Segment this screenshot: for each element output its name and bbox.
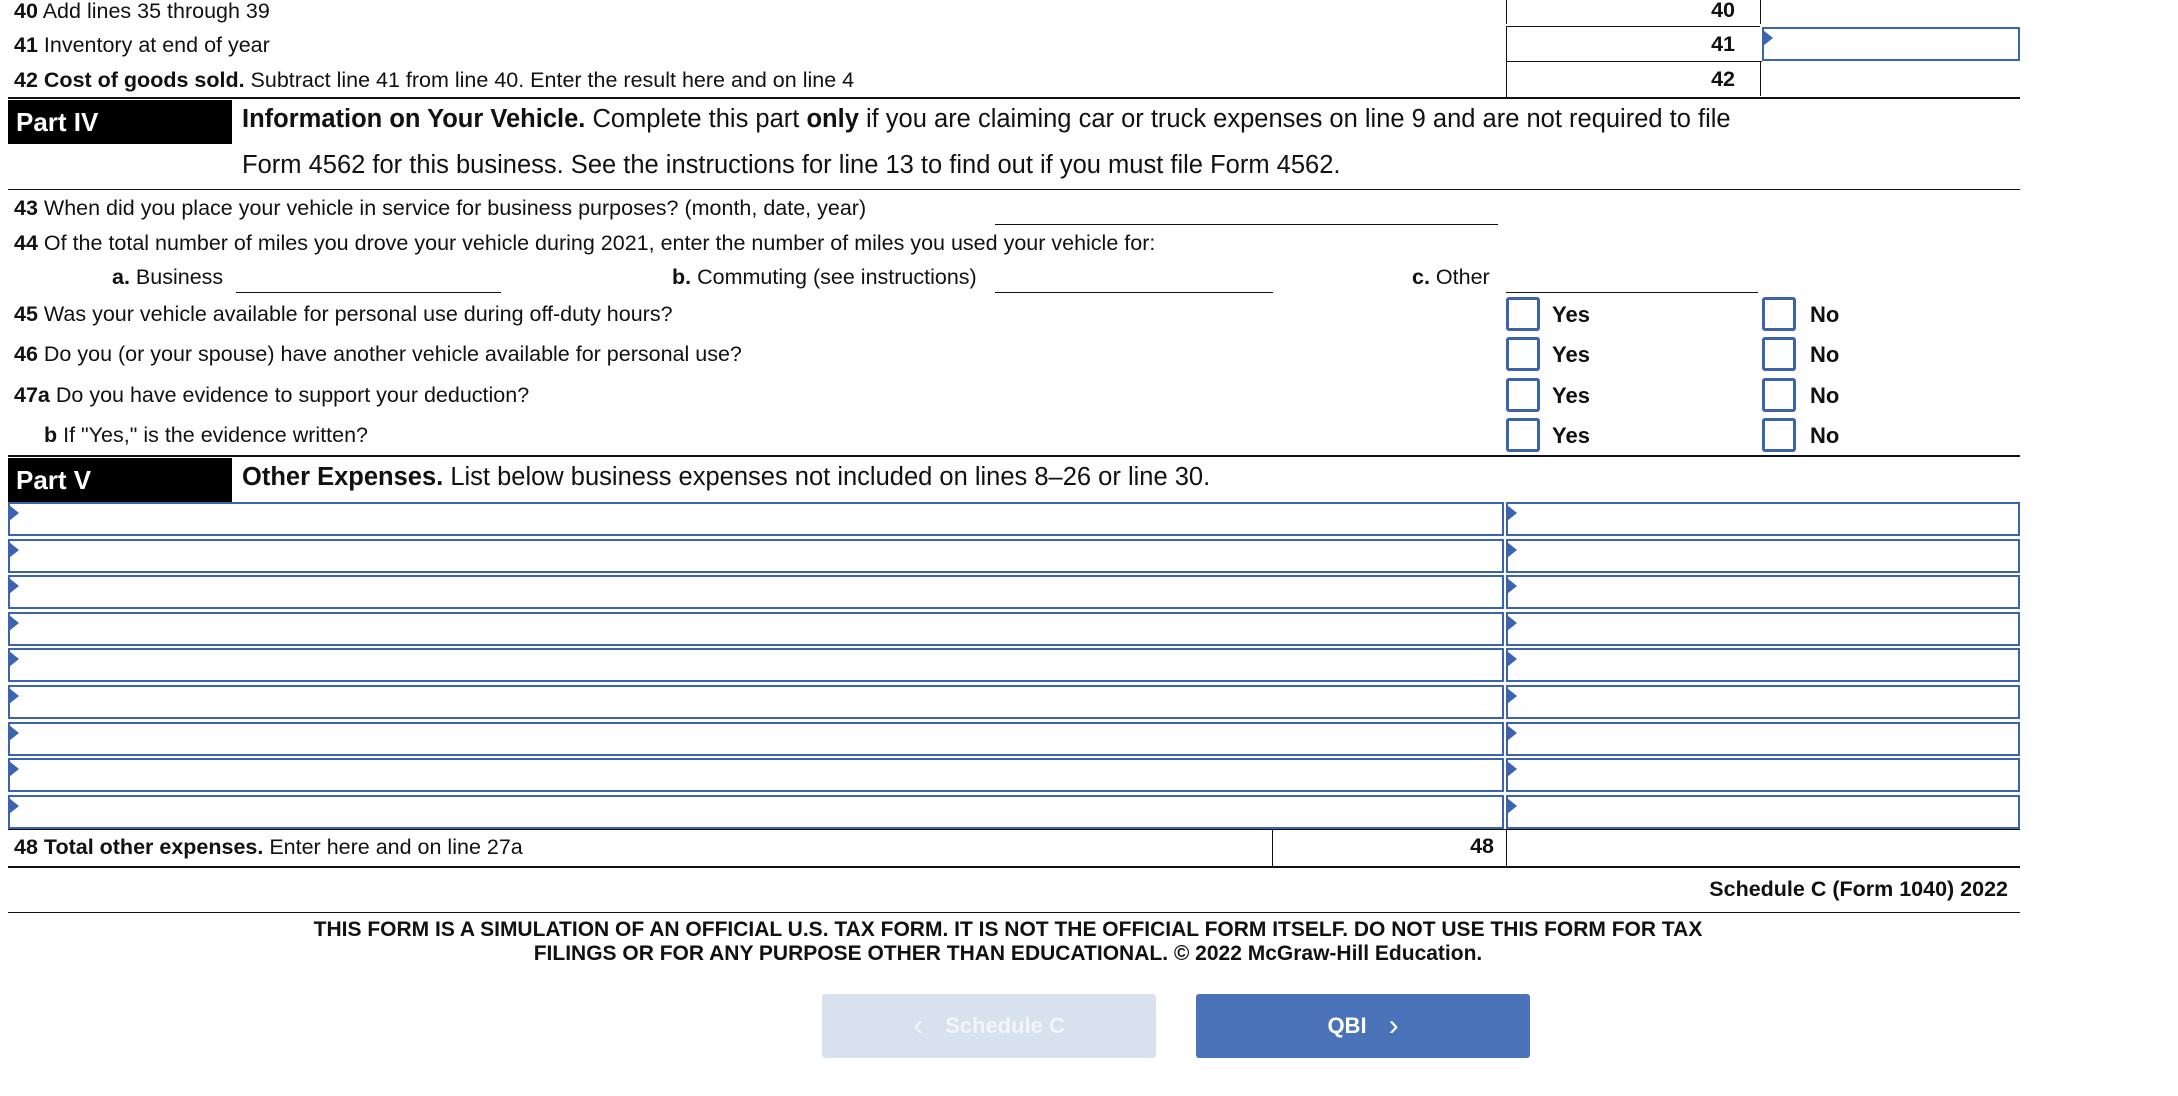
- expense-description-field[interactable]: [8, 795, 1504, 829]
- section-divider: [8, 455, 2020, 457]
- line-48-bold-text: Total other expenses.: [43, 835, 264, 859]
- expense-amount-field[interactable]: [1506, 685, 2020, 719]
- line-44a-business-field[interactable]: [236, 292, 501, 293]
- divider: [1506, 829, 1507, 866]
- field-marker-icon: [1507, 615, 1517, 631]
- expense-description-field[interactable]: [8, 758, 1504, 792]
- question-47a-text: Do you have evidence to support your deduction?: [55, 383, 530, 407]
- question-45-yes-checkbox[interactable]: [1506, 297, 1540, 331]
- line-42-text: Subtract line 41 from line 40. Enter the result here and on line 4: [244, 68, 855, 92]
- part-v-title-text: List below business expenses not included on lines 8–26 or line 30.: [443, 463, 1211, 491]
- expense-description-field[interactable]: [8, 685, 1504, 719]
- part-v-title-bold: Other Expenses.: [242, 463, 444, 491]
- line-42-amount-field[interactable]: [1760, 62, 2020, 96]
- line-44-text: Of the total number of miles you drove your vehicle during 2021, enter the number of miles you used your vehicle for:: [43, 231, 1156, 255]
- question-47a-yes-checkbox[interactable]: [1506, 378, 1540, 412]
- line-44b-text: Commuting (see instructions): [697, 265, 977, 289]
- line-41-text: Inventory at end of year: [43, 33, 270, 57]
- line-41-amount-field[interactable]: [1762, 27, 2020, 61]
- form-name: Schedule C (Form 1040) 2022: [1709, 877, 2008, 901]
- line-42-box-number: 42: [1711, 67, 1735, 91]
- line-44c-label: [1412, 264, 1490, 290]
- line-44c-other-field[interactable]: [1506, 292, 1758, 293]
- disclaimer: [8, 918, 2008, 966]
- previous-schedule-c-button[interactable]: [822, 994, 1156, 1058]
- line-44: [14, 230, 1155, 256]
- question-47b-number: b: [44, 423, 58, 447]
- expense-amount-field[interactable]: [1506, 648, 2020, 682]
- line-48-amount-field[interactable]: [1508, 830, 2020, 865]
- field-marker-icon: [9, 651, 19, 667]
- field-marker-icon: [9, 578, 19, 594]
- next-button-label: QBI: [1327, 1013, 1367, 1038]
- divider: [8, 912, 2020, 913]
- question-47b-no-checkbox[interactable]: [1762, 418, 1796, 452]
- section-divider: [8, 866, 2020, 868]
- expense-amount-field[interactable]: [1506, 758, 2020, 792]
- question-45-no-label: No: [1810, 302, 1840, 327]
- question-47b-yes-label: Yes: [1552, 423, 1590, 448]
- line-43-text: When did you place your vehicle in service for business purposes? (month, date, year): [43, 196, 867, 220]
- line-44b-label: [672, 264, 977, 290]
- next-qbi-button[interactable]: [1196, 994, 1530, 1058]
- question-47a-number: 47a: [14, 383, 50, 407]
- field-marker-icon: [9, 542, 19, 558]
- expense-amount-field[interactable]: [1506, 612, 2020, 646]
- question-46-yes-checkbox[interactable]: [1506, 337, 1540, 371]
- expense-description-field[interactable]: [8, 648, 1504, 682]
- part-v-title: [242, 463, 1210, 492]
- disclaimer-line-1: THIS FORM IS A SIMULATION OF AN OFFICIAL U.S. TAX FORM. IT IS NOT THE OFFICIAL FORM ITSELF. DO NOT USE THIS FORM FOR TAX: [313, 918, 1703, 941]
- field-marker-icon: [1507, 725, 1517, 741]
- expense-description-field[interactable]: [8, 722, 1504, 756]
- disclaimer-line-2: FILINGS OR FOR ANY PURPOSE OTHER THAN EDUCATIONAL. © 2022 McGraw-Hill Education.: [533, 942, 1483, 965]
- field-marker-icon: [1507, 688, 1517, 704]
- question-47a-yes-label: Yes: [1552, 383, 1590, 408]
- divider: [1272, 829, 1273, 866]
- question-47b-no-label: No: [1810, 423, 1840, 448]
- question-45-yes-label: Yes: [1552, 302, 1590, 327]
- line-44c-text: Other: [1435, 265, 1490, 289]
- field-marker-icon: [9, 761, 19, 777]
- part-iv-title-bold: Information on Your Vehicle.: [242, 105, 586, 133]
- question-47b-text: If "Yes," is the evidence written?: [63, 423, 369, 447]
- chevron-left-icon: ‹: [913, 1009, 924, 1042]
- line-44c-letter: c.: [1412, 265, 1430, 289]
- question-45-number: 45: [14, 302, 38, 326]
- field-marker-icon: [9, 725, 19, 741]
- part-iv-title-line-2: Form 4562 for this business. See the instructions for line 13 to find out if you must file Form 4562.: [242, 151, 1341, 179]
- field-marker-icon: [9, 615, 19, 631]
- line-40-number: 40: [14, 0, 38, 23]
- line-40-box-number: 40: [1711, 0, 1735, 22]
- line-44b-commuting-field[interactable]: [995, 292, 1273, 293]
- question-46-no-checkbox[interactable]: [1762, 337, 1796, 371]
- divider: [1506, 61, 1762, 62]
- field-marker-icon: [1507, 505, 1517, 521]
- expense-description-field[interactable]: [8, 502, 1504, 536]
- field-marker-icon: [1507, 578, 1517, 594]
- field-marker-icon: [9, 798, 19, 814]
- line-42-number: 42: [14, 68, 38, 92]
- chevron-right-icon: ›: [1388, 1009, 1399, 1042]
- line-43: [14, 195, 866, 221]
- field-marker-icon: [1507, 798, 1517, 814]
- question-46-text: Do you (or your spouse) have another vehicle available for personal use?: [43, 342, 742, 366]
- field-marker-icon: [1507, 761, 1517, 777]
- line-48-number: 48: [14, 835, 38, 859]
- question-46-no-label: No: [1810, 342, 1840, 367]
- line-44-number: 44: [14, 231, 38, 255]
- divider: [1506, 0, 1507, 24]
- question-46-number: 46: [14, 342, 38, 366]
- divider: [1506, 26, 1507, 62]
- line-48-box-number: 48: [1470, 834, 1494, 858]
- line-44a-label: [112, 264, 223, 290]
- line-44a-letter: a.: [112, 265, 130, 289]
- line-43-number: 43: [14, 196, 38, 220]
- section-divider: [8, 97, 2020, 99]
- field-marker-icon: [9, 688, 19, 704]
- line-40-amount-field[interactable]: [1760, 0, 2010, 24]
- part-iv-title-only: only: [806, 105, 859, 133]
- part-v-label: Part V: [8, 458, 232, 502]
- divider: [1506, 62, 1507, 98]
- field-marker-icon: [1507, 651, 1517, 667]
- field-marker-icon: [9, 505, 19, 521]
- expense-description-field[interactable]: [8, 575, 1504, 609]
- expense-amount-field[interactable]: [1506, 502, 2020, 536]
- line-41-number: 41: [14, 33, 38, 57]
- part-iv-title-text: Complete this part: [585, 105, 807, 133]
- expense-amount-field[interactable]: [1506, 575, 2020, 609]
- line-48-text: Enter here and on line 27a: [263, 835, 523, 859]
- expense-amount-field[interactable]: [1506, 795, 2020, 829]
- divider: [1506, 26, 1760, 27]
- question-47a-no-label: No: [1810, 383, 1840, 408]
- part-iv-title: [242, 105, 1731, 134]
- question-46-yes-label: Yes: [1552, 342, 1590, 367]
- part-iv-title-text-2: if you are claiming car or truck expenses on line 9 and are not required to file: [858, 105, 1731, 133]
- expense-amount-field[interactable]: [1506, 722, 2020, 756]
- expense-description-field[interactable]: [8, 539, 1504, 573]
- question-47a-no-checkbox[interactable]: [1762, 378, 1796, 412]
- field-marker-icon: [1507, 542, 1517, 558]
- previous-button-label: Schedule C: [945, 1013, 1065, 1038]
- part-iv-label: Part IV: [8, 100, 232, 144]
- question-45-text: Was your vehicle available for personal use during off-duty hours?: [43, 302, 673, 326]
- question-45-no-checkbox[interactable]: [1762, 297, 1796, 331]
- question-47b-yes-checkbox[interactable]: [1506, 418, 1540, 452]
- expense-amount-field[interactable]: [1506, 539, 2020, 573]
- line-43-date-field[interactable]: [995, 224, 1498, 225]
- line-44a-text: Business: [135, 265, 224, 289]
- line-44b-letter: b.: [672, 265, 692, 289]
- expense-description-field[interactable]: [8, 612, 1504, 646]
- field-marker-icon: [1763, 30, 1773, 46]
- line-41-box-number: 41: [1711, 32, 1735, 56]
- line-40-text: Add lines 35 through 39: [42, 0, 270, 23]
- line-42-bold-text: Cost of goods sold.: [43, 68, 245, 92]
- section-divider: [8, 189, 2020, 190]
